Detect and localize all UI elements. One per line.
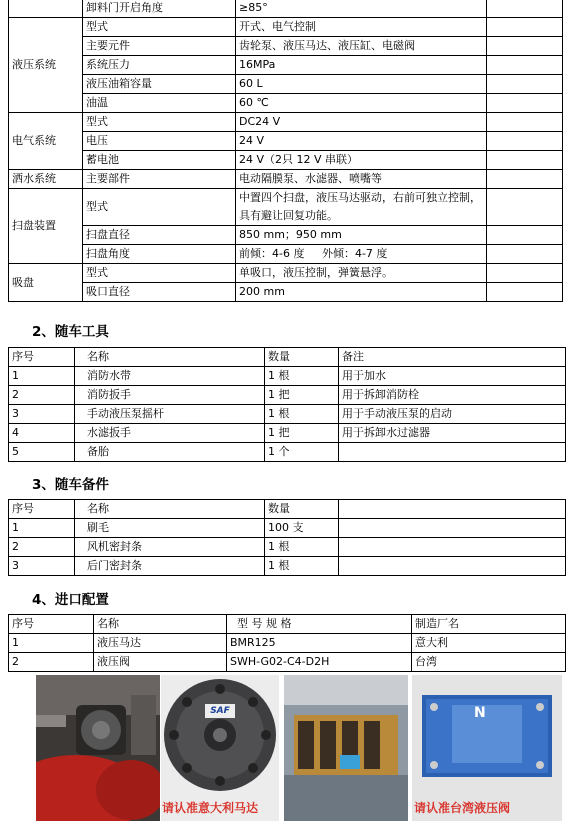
quantity-cell: 1 个 [265, 443, 339, 462]
index-cell: 2 [9, 538, 75, 557]
spare-parts-table [8, 499, 566, 576]
spec-table [8, 0, 563, 302]
note-cell: 用于加水 [339, 367, 566, 386]
valve-caption: 请认准台湾液压阀 [414, 801, 511, 815]
header-cell: 数量 [265, 348, 339, 367]
empty-cell [487, 264, 563, 283]
index-cell: 3 [9, 405, 75, 424]
index-cell: 2 [9, 386, 75, 405]
value-cell: 24 V（2只 12 V 串联） [236, 151, 487, 170]
item-cell: 型式 [83, 113, 236, 132]
empty-cell [487, 283, 563, 302]
item-cell: 电压 [83, 132, 236, 151]
header-cell: 名称 [75, 348, 265, 367]
name-cell: 水滤扳手 [75, 424, 265, 443]
header-cell: 型 号 规 格 [227, 615, 412, 634]
table-row [9, 226, 563, 245]
quantity-cell: 100 支 [265, 519, 339, 538]
motor-caption: 请认准意大利马达 [162, 801, 259, 815]
value-cell: 电动隔膜泵、水滤器、喷嘴等 [236, 170, 487, 189]
empty-cell [487, 18, 563, 37]
item-cell: 液压油箱容量 [83, 75, 236, 94]
value-cell: DC24 V [236, 113, 487, 132]
index-cell: 1 [9, 634, 94, 653]
table-row [9, 443, 566, 462]
table-row [9, 653, 566, 672]
category-cell: 液压系统 [9, 18, 83, 113]
product-photos [36, 675, 562, 821]
value-cell: ≥85° [236, 0, 487, 18]
table-row [9, 519, 566, 538]
table-header-row [9, 348, 566, 367]
header-cell: 名称 [94, 615, 227, 634]
tools-table [8, 347, 566, 462]
value-cell: 单吸口，液压控制，弹簧悬浮。 [236, 264, 487, 283]
installed-motor-image [36, 675, 160, 821]
table-row [9, 75, 563, 94]
item-cell: 型式 [83, 189, 236, 226]
table-row [9, 37, 563, 56]
value-cell: 24 V [236, 132, 487, 151]
table-row [9, 264, 563, 283]
category-cell: 电气系统 [9, 113, 83, 170]
table-row [9, 245, 563, 264]
index-cell: 2 [9, 653, 94, 672]
table-row [9, 405, 566, 424]
quantity-cell: 1 根 [265, 557, 339, 576]
table-row [9, 151, 563, 170]
empty-cell [487, 0, 563, 18]
empty-cell [487, 245, 563, 264]
table-row [9, 132, 563, 151]
valve-brand-logo: N [474, 705, 486, 721]
value-cell: 16MPa [236, 56, 487, 75]
section-heading: 2、随车工具 [32, 324, 109, 340]
value-cell: 60 ℃ [236, 94, 487, 113]
note-cell: 用于拆卸消防栓 [339, 386, 566, 405]
table-row [9, 56, 563, 75]
name-cell: 风机密封条 [75, 538, 265, 557]
table-header-row [9, 615, 566, 634]
table-row [9, 386, 566, 405]
name-cell: 消防扳手 [75, 386, 265, 405]
section-heading: 4、进口配置 [32, 592, 109, 608]
quantity-cell: 1 把 [265, 424, 339, 443]
category-cell: 吸盘 [9, 264, 83, 302]
name-cell: 刷毛 [75, 519, 265, 538]
name-cell: 液压马达 [94, 634, 227, 653]
empty-cell [487, 37, 563, 56]
value-cell: 60 L [236, 75, 487, 94]
table-row [9, 189, 563, 226]
item-cell: 卸料门开启角度 [83, 0, 236, 18]
value-cell: 850 mm；950 mm [236, 226, 487, 245]
table-row [9, 538, 566, 557]
installed-motor-photo [36, 675, 160, 821]
index-cell: 1 [9, 367, 75, 386]
section-heading: 3、随车备件 [32, 477, 109, 493]
model-cell: BMR125 [227, 634, 412, 653]
manufacturer-cell: 意大利 [412, 634, 566, 653]
index-cell: 5 [9, 443, 75, 462]
quantity-cell: 1 根 [265, 367, 339, 386]
header-cell: 序号 [9, 615, 94, 634]
item-cell: 扫盘角度 [83, 245, 236, 264]
table-row [9, 0, 563, 18]
header-cell: 制造厂名 [412, 615, 566, 634]
item-cell: 主要元件 [83, 37, 236, 56]
name-cell: 备胎 [75, 443, 265, 462]
empty-cell [487, 56, 563, 75]
empty-cell [487, 170, 563, 189]
table-row [9, 170, 563, 189]
name-cell: 手动液压泵摇杆 [75, 405, 265, 424]
item-cell: 主要部件 [83, 170, 236, 189]
index-cell: 3 [9, 557, 75, 576]
empty-cell [487, 113, 563, 132]
empty-cell [487, 132, 563, 151]
value-cell: 中置四个扫盘，液压马达驱动，右前可独立控制，具有避让回复功能。 [236, 189, 487, 226]
table-row [9, 557, 566, 576]
empty-cell [339, 538, 566, 557]
imported-config-table [8, 614, 566, 672]
name-cell: 消防水带 [75, 367, 265, 386]
table-row [9, 94, 563, 113]
header-cell: 序号 [9, 348, 75, 367]
item-cell: 油温 [83, 94, 236, 113]
value-cell: 开式、电气控制 [236, 18, 487, 37]
table-row [9, 424, 566, 443]
motor-brand-logo: SAF [210, 706, 230, 716]
empty-cell [487, 226, 563, 245]
value-cell: 200 mm [236, 283, 487, 302]
table-row [9, 634, 566, 653]
note-cell: 用于拆卸水过滤器 [339, 424, 566, 443]
empty-cell [487, 94, 563, 113]
note-cell [339, 443, 566, 462]
note-cell: 用于手动液压泵的启动 [339, 405, 566, 424]
item-cell: 型式 [83, 18, 236, 37]
quantity-cell: 1 根 [265, 538, 339, 557]
value-cell: 前倾：4-6 度 外倾：4-7 度 [236, 245, 487, 264]
index-cell: 1 [9, 519, 75, 538]
table-row [9, 283, 563, 302]
empty-cell [339, 557, 566, 576]
table-header-row [9, 500, 566, 519]
header-cell: 名称 [75, 500, 265, 519]
category-cell: 洒水系统 [9, 170, 83, 189]
empty-cell [487, 189, 563, 226]
name-cell: 后门密封条 [75, 557, 265, 576]
empty-cell [339, 519, 566, 538]
table-row [9, 113, 563, 132]
header-cell: 备注 [339, 348, 566, 367]
value-cell: 齿轮泵、液压马达、液压缸、电磁阀 [236, 37, 487, 56]
table-row [9, 367, 566, 386]
header-cell: 序号 [9, 500, 75, 519]
item-cell: 吸口直径 [83, 283, 236, 302]
valve-block-photo [284, 675, 408, 821]
manufacturer-cell: 台湾 [412, 653, 566, 672]
item-cell: 蓄电池 [83, 151, 236, 170]
name-cell: 液压阀 [94, 653, 227, 672]
empty-cell [487, 75, 563, 94]
empty-cell [487, 151, 563, 170]
model-cell: SWH-G02-C4-D2H [227, 653, 412, 672]
item-cell: 系统压力 [83, 56, 236, 75]
item-cell: 型式 [83, 264, 236, 283]
item-cell: 扫盘直径 [83, 226, 236, 245]
header-cell [339, 500, 566, 519]
category-cell: 扫盘装置 [9, 189, 83, 264]
quantity-cell: 1 把 [265, 386, 339, 405]
valve-block-image [284, 675, 408, 821]
header-cell: 数量 [265, 500, 339, 519]
quantity-cell: 1 根 [265, 405, 339, 424]
table-row [9, 18, 563, 37]
category-cell [9, 0, 83, 18]
index-cell: 4 [9, 424, 75, 443]
